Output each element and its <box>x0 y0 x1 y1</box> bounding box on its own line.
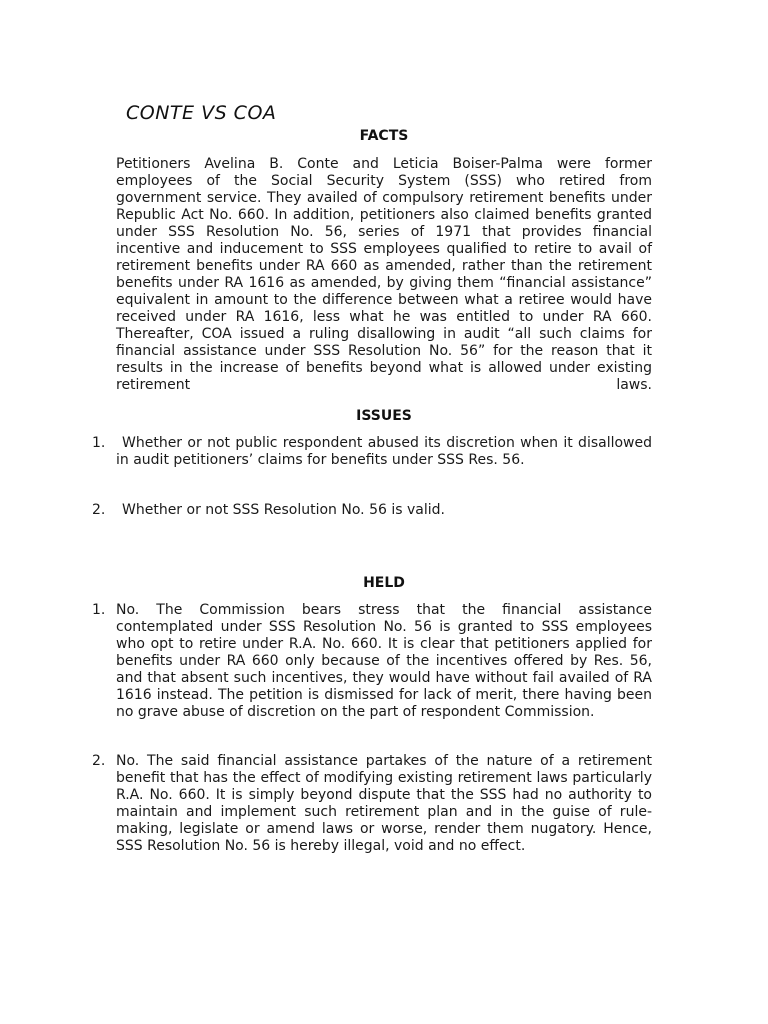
facts-heading: FACTS <box>359 128 409 144</box>
issue-text: Whether or not SSS Resolution No. 56 is valid. <box>122 502 445 518</box>
held-number: 2. <box>92 753 106 769</box>
issue-text: Whether or not public respondent abused its discretion when it disallowed in audit petitioners’ claims for benefits under SSS Res. 56. <box>116 435 652 468</box>
held-heading: HELD <box>363 575 405 591</box>
issue-number: 2. <box>92 502 106 518</box>
facts-paragraph: Petitioners Avelina B. Conte and Leticia Boiser-Palma were former employees of the Social Security System (SSS) who retired from government service. They availed of compulsory retirement benefits under Republic Act No. 660. In addition, petitioners also claimed benefits granted under SSS Resolution No. 56, series of 1971 that provides financial incentive and inducement to SSS employees qualified to retire to avail of retirement benefits under RA 660 as amended, rather than the retirement benefits under RA 1616 as amended, by giving them “financial assistance” equivalent in amount to the difference between what a retiree would have received under RA 1616, less what he was entitled to under RA 660. Thereafter, COA issued a ruling disallowing in audit “all such claims for financial assistance under SSS Resolution No. 56” for the reason that it results in the increase of benefits beyond what is allowed under existing retirement laws. <box>116 156 652 393</box>
held-text: No. The Commission bears stress that the financial assistance contemplated under SSS Resolution No. 56 is granted to SSS employees who opt to retire under R.A. No. 660. It is clear that petitioners applied for benefits under RA 660 only because of the incentives offered by Res. 56, and that absent such incentives, they would have without fail availed of RA 1616 instead. The petition is dismissed for lack of merit, there having been no grave abuse of discretion on the part of respondent Commission. <box>116 602 652 720</box>
issue-number: 1. <box>92 435 106 451</box>
held-item-1 <box>92 602 652 721</box>
held-item-2 <box>92 753 652 855</box>
issues-heading: ISSUES <box>356 408 412 424</box>
held-text: No. The said financial assistance partakes of the nature of a retirement benefit that has the effect of modifying existing retirement laws particularly R.A. No. 660. It is simply beyond dispute that the SSS had no authority to maintain and implement such retirement plan and in the guise of rule-making, legislate or amend laws or worse, render them nugatory. Hence, SSS Resolution No. 56 is hereby illegal, void and no effect. <box>116 753 652 854</box>
issue-item-1 <box>92 435 652 469</box>
held-number: 1. <box>92 602 106 618</box>
document-title: CONTE VS COA <box>126 102 277 124</box>
issue-item-2 <box>92 502 652 519</box>
